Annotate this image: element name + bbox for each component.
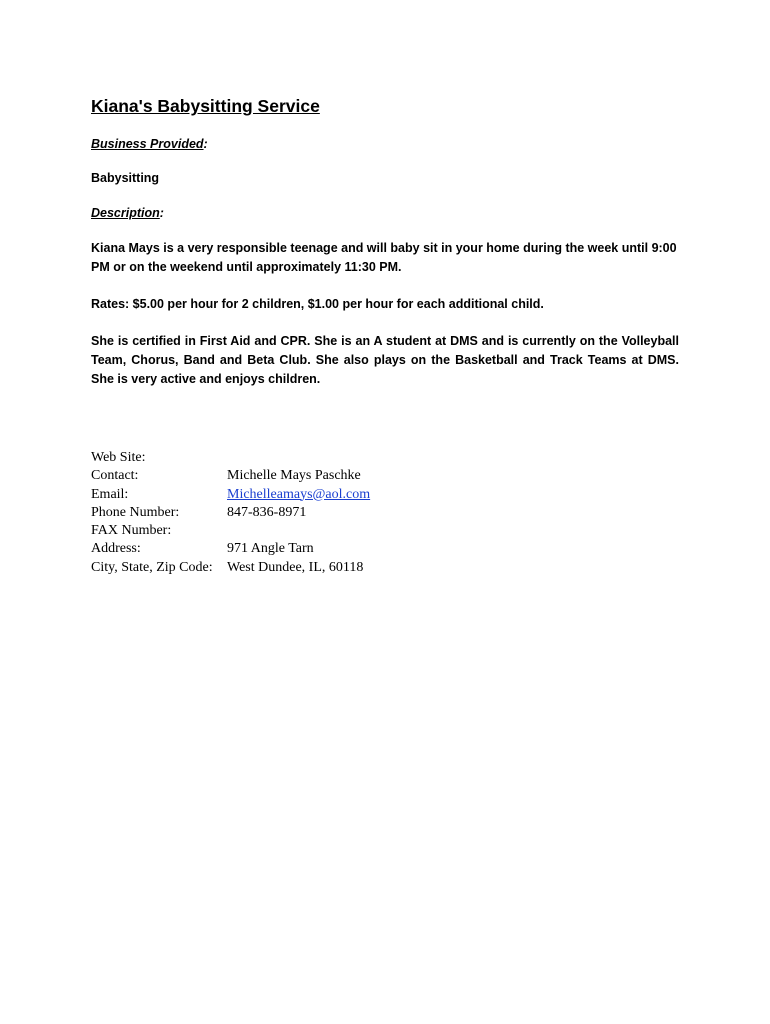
business-value: Babysitting: [91, 171, 160, 185]
contact-label: Web Site:: [91, 450, 146, 465]
contact-row-email: [91, 486, 370, 504]
contact-label: Phone Number:: [91, 504, 180, 520]
contact-label: FAX Number:: [91, 523, 172, 539]
rates-paragraph: Rates: $5.00 per hour for 2 children, $1.00 per hour for each additional child.: [91, 297, 544, 311]
contact-row-address: [91, 540, 370, 558]
contact-value: 971 Angle Tarn: [227, 541, 314, 557]
contact-value: West Dundee, IL, 60118: [227, 559, 364, 575]
document-body: [91, 95, 679, 389]
contact-row-contact: [91, 467, 370, 485]
description-paragraph: Kiana Mays is a very responsible teenage and will baby sit in your home during the week until 9:00 PM or on the weekend until approximately 11:30 PM.: [91, 241, 677, 274]
contact-row-phone: [91, 504, 370, 522]
contact-row-fax: [91, 522, 370, 540]
colon: :: [203, 137, 208, 151]
contact-value: Michelle Mays Paschke: [227, 468, 361, 484]
description-label: Description: [91, 206, 160, 220]
colon: :: [159, 206, 164, 220]
email-link[interactable]: Michelleamays@aol.com: [227, 486, 371, 502]
contact-label: City, State, Zip Code:: [91, 559, 213, 575]
qualifications-paragraph: She is certified in First Aid and CPR. She is an A student at DMS and is currently on the Volleyball Team, Chorus, Band and Beta Club. She also plays on the Basketball and Track Teams at DMS. She is very active and enjoys children.: [91, 334, 679, 386]
business-provided-label: Business Provided: [91, 137, 204, 151]
contact-value: 847-836-8971: [227, 504, 307, 520]
description-heading: [91, 205, 679, 221]
contact-label: Address:: [91, 541, 141, 557]
contact-label: Contact:: [91, 468, 139, 484]
contact-row-website: [91, 449, 370, 467]
contact-label: Email:: [91, 486, 129, 502]
business-provided-heading: [91, 136, 679, 152]
contact-row-city-state-zip: [91, 559, 370, 577]
contact-value-email: [227, 486, 370, 504]
document-title: Kiana's Babysitting Service: [91, 96, 320, 116]
contact-table: [91, 449, 370, 577]
